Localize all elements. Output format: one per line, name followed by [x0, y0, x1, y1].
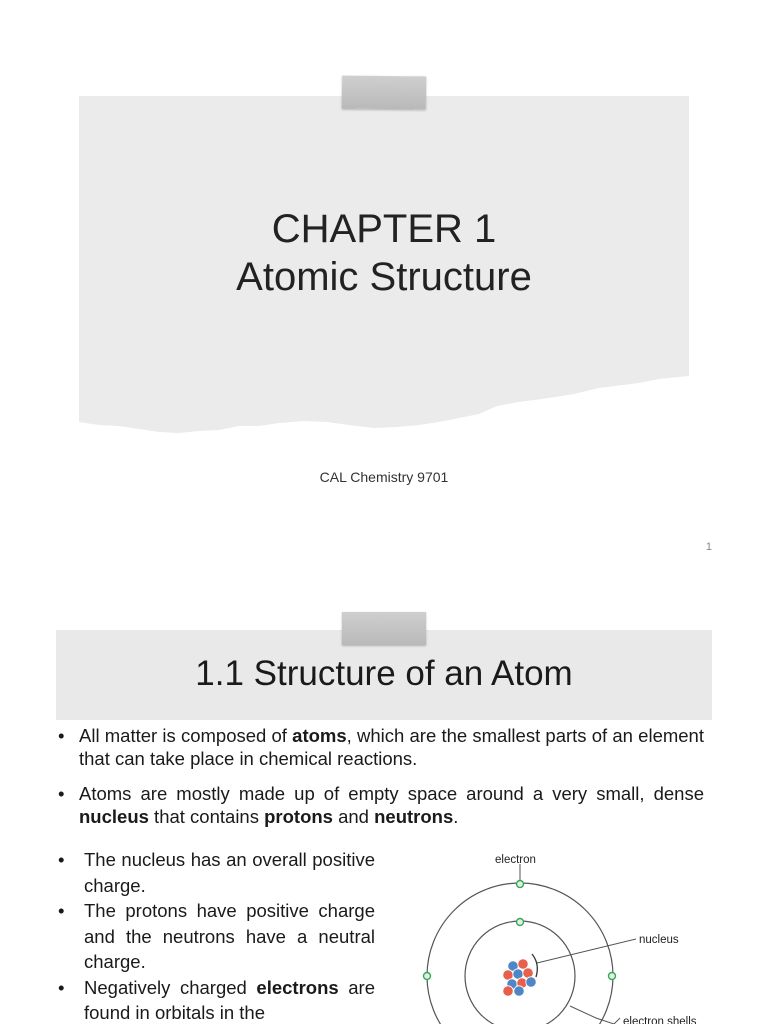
nucleus-cluster [503, 959, 536, 996]
bullet-text: are found in orbitals in the [84, 976, 375, 1023]
nucleus-label-line [537, 939, 636, 963]
label-electron-shells: electron shells [623, 1016, 697, 1024]
bullet-text: Negatively charged [84, 976, 257, 998]
bullet-bold-term: atoms [292, 725, 347, 746]
shells-label-line [614, 1018, 620, 1024]
bullet-bold-term: nucleus [79, 806, 149, 827]
bullet-marker: • [58, 849, 65, 870]
outer-electron-shell [427, 883, 613, 1024]
bullet-text: All matter is composed of [79, 725, 293, 746]
bullet-bold-term: neutrons [374, 806, 454, 827]
bullet-item [58, 847, 375, 898]
bullet-list-top [58, 724, 704, 840]
bullet-marker: • [58, 900, 65, 921]
bullet-text: Atoms are mostly made up of empty space around a very small, dense [79, 783, 704, 804]
electron-dot [517, 919, 524, 926]
bullet-text: and [332, 806, 375, 827]
electron-dot [609, 973, 616, 980]
tape-strip [342, 76, 426, 110]
section-title: 1.1 Structure of an Atom [195, 654, 573, 693]
bullet-text: . [453, 806, 459, 827]
atom-diagram [400, 846, 768, 1024]
bullet-text: The nucleus has an overall positive charge. [84, 849, 375, 896]
course-subtitle: CAL Chemistry 9701 [319, 469, 449, 485]
bullet-text: that contains [148, 806, 265, 827]
bullet-bold-term: protons [264, 806, 333, 827]
page-number: 1 [705, 541, 712, 553]
bullet-item [58, 898, 375, 975]
bullet-item [58, 782, 704, 828]
electron-dot [424, 973, 431, 980]
neutron-ball [514, 986, 524, 996]
label-nucleus: nucleus [639, 934, 679, 946]
bullet-text: The protons have positive charge and the neutrons have a neutral charge. [84, 900, 375, 972]
bullet-marker: • [58, 976, 65, 998]
proton-ball [503, 986, 513, 996]
bullet-bold-term: electrons [256, 976, 339, 998]
chapter-title-line2: Atomic Structure [236, 255, 532, 299]
chapter-title-line1: CHAPTER 1 [271, 207, 497, 251]
bullet-item [58, 975, 375, 1024]
chapter-title [79, 205, 689, 301]
bullet-item [58, 724, 704, 770]
electron-dot [517, 881, 524, 888]
bullet-list-left [58, 847, 375, 1024]
tape-strip [342, 612, 426, 645]
label-electron: electron [495, 854, 536, 866]
bullet-marker: • [58, 725, 65, 746]
neutron-ball [526, 977, 536, 987]
bullet-marker: • [58, 783, 65, 804]
bullet-text: , which are the smallest parts of an element that can take place in chemical reactions. [79, 725, 704, 769]
